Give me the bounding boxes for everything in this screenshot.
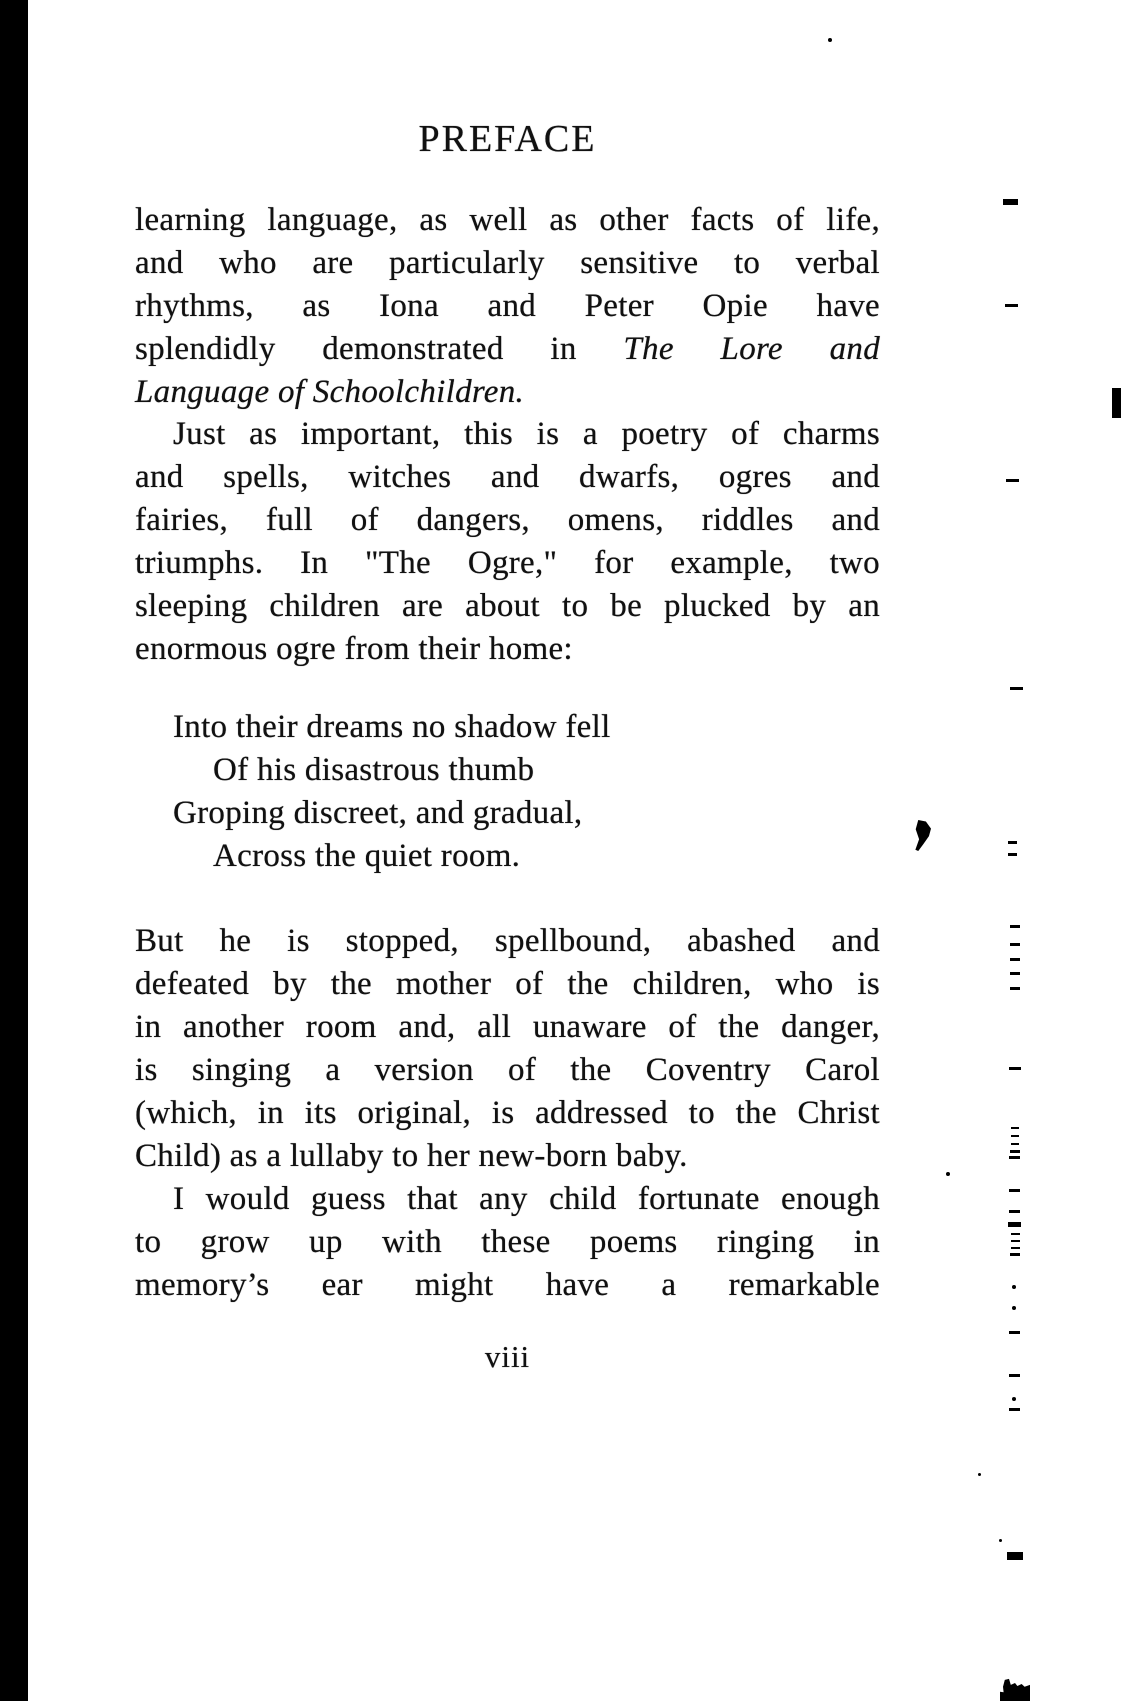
margin-mark-dash <box>1011 1233 1020 1235</box>
scan-speck-dot <box>6 828 10 835</box>
text-segment: triumphs. In "The Ogre," for example, two <box>135 545 880 581</box>
text-line <box>135 1264 880 1307</box>
text-segment: splendidly demonstrated in <box>135 331 624 367</box>
scan-speck-dot <box>978 1473 981 1476</box>
margin-mark-dash <box>1009 1374 1020 1377</box>
scan-speck-dot <box>1012 1397 1016 1401</box>
text-segment: is singing a version of the Coventry Carol <box>135 1052 880 1088</box>
text-line <box>135 328 880 371</box>
text-segment: (which, in its original, is addressed to the Christ <box>135 1095 880 1131</box>
text-segment: learning language, as well as other facts of life, <box>135 202 880 238</box>
margin-mark-dash <box>1011 1240 1020 1242</box>
poem-line <box>213 749 880 792</box>
text-segment: rhythms, as Iona and Peter Opie have <box>135 288 880 324</box>
text-line <box>135 628 880 671</box>
text-line <box>135 1049 880 1092</box>
text-line <box>173 1178 880 1221</box>
text-segment: enormous ogre from their home: <box>135 631 573 667</box>
margin-mark-dash <box>1010 987 1020 990</box>
text-segment: sleeping children are about to be plucked by an <box>135 588 880 624</box>
text-line <box>135 285 880 328</box>
scan-speck-dot <box>828 38 832 42</box>
text-line <box>135 499 880 542</box>
margin-mark-dash <box>1009 1189 1020 1192</box>
text-segment: Across the quiet room. <box>213 838 521 874</box>
margin-mark-dash <box>1011 1247 1020 1249</box>
scan-speck-dot <box>999 1539 1002 1542</box>
text-line <box>135 1135 880 1178</box>
margin-mark-dash <box>1006 479 1019 482</box>
text-segment: and spells, witches and dwarfs, ogres and <box>135 459 880 495</box>
margin-mark-dash <box>1009 1210 1020 1213</box>
page-number: viii <box>484 1339 531 1374</box>
text-segment: memory’s ear might have a remarkable <box>135 1267 880 1303</box>
margin-mark-dash <box>1010 972 1020 975</box>
text-segment: Into their dreams no shadow fell <box>173 709 611 745</box>
text-segment: in another room and, all unaware of the danger, <box>135 1009 880 1045</box>
text-line <box>135 456 880 499</box>
text-segment: Of his disastrous thumb <box>213 752 535 788</box>
text-segment: Just as important, this is a poetry of charms <box>173 416 880 452</box>
margin-mark-dash <box>1007 1552 1023 1560</box>
text-segment: I would guess that any child fortunate enough <box>173 1181 880 1217</box>
margin-mark-dash <box>1009 1067 1021 1070</box>
text-line <box>135 242 880 285</box>
page-title: PREFACE <box>418 118 597 160</box>
margin-mark-dash <box>1008 841 1017 844</box>
text-segment: Groping discreet, and gradual, <box>173 795 583 831</box>
text-line <box>135 585 880 628</box>
text-segment: But he is stopped, spellbound, abashed and <box>135 923 880 959</box>
margin-mark-dash <box>1009 1408 1020 1411</box>
margin-mark-dash <box>1009 1331 1020 1334</box>
margin-mark-dash <box>1011 1127 1019 1129</box>
margin-mark-dash <box>1009 1156 1020 1159</box>
italic-text-segment: The Lore and <box>623 331 881 367</box>
edge-tab-mark <box>1112 388 1121 418</box>
margin-mark-dash <box>1010 1150 1020 1153</box>
text-line <box>135 1092 880 1135</box>
corner-ink-blob <box>1000 1678 1030 1701</box>
text-segment: to grow up with these poems ringing in <box>135 1224 880 1260</box>
margin-mark-dash <box>1010 925 1020 928</box>
text-line <box>135 199 880 242</box>
scan-speck-dot <box>1012 1285 1016 1289</box>
margin-mark-dash <box>1010 943 1020 946</box>
scan-edge-strip <box>0 0 28 1701</box>
text-segment: and who are particularly sensitive to verbal <box>135 245 880 281</box>
poem-line <box>173 792 880 835</box>
text-line <box>135 542 880 585</box>
text-line <box>135 963 880 1006</box>
scan-speck-dot <box>946 1172 950 1176</box>
poem-line <box>213 835 880 878</box>
text-line <box>135 1006 880 1049</box>
poem-line <box>173 706 880 749</box>
text-line <box>173 413 880 456</box>
scan-speck-dot <box>1012 1306 1016 1310</box>
margin-mark-dash <box>1003 199 1018 205</box>
margin-mark-dash <box>1010 687 1023 690</box>
margin-mark-dash <box>1008 853 1017 856</box>
ink-comma-mark <box>914 820 931 851</box>
text-segment: Child) as a lullaby to her new-born baby. <box>135 1138 688 1174</box>
margin-mark-dash <box>1008 1222 1021 1227</box>
text-segment: defeated by the mother of the children, who is <box>135 966 880 1002</box>
margin-mark-dash <box>1011 1135 1019 1137</box>
margin-mark-dash <box>1010 958 1020 961</box>
text-line <box>135 920 880 963</box>
margin-mark-dash <box>1010 1253 1020 1256</box>
text-segment: fairies, full of dangers, omens, riddles and <box>135 502 880 538</box>
margin-mark-dash <box>1005 304 1018 307</box>
italic-text-segment: Language of Schoolchildren. <box>135 374 525 410</box>
margin-mark-dash <box>1011 1143 1019 1145</box>
text-line <box>135 371 880 414</box>
text-line <box>135 1221 880 1264</box>
